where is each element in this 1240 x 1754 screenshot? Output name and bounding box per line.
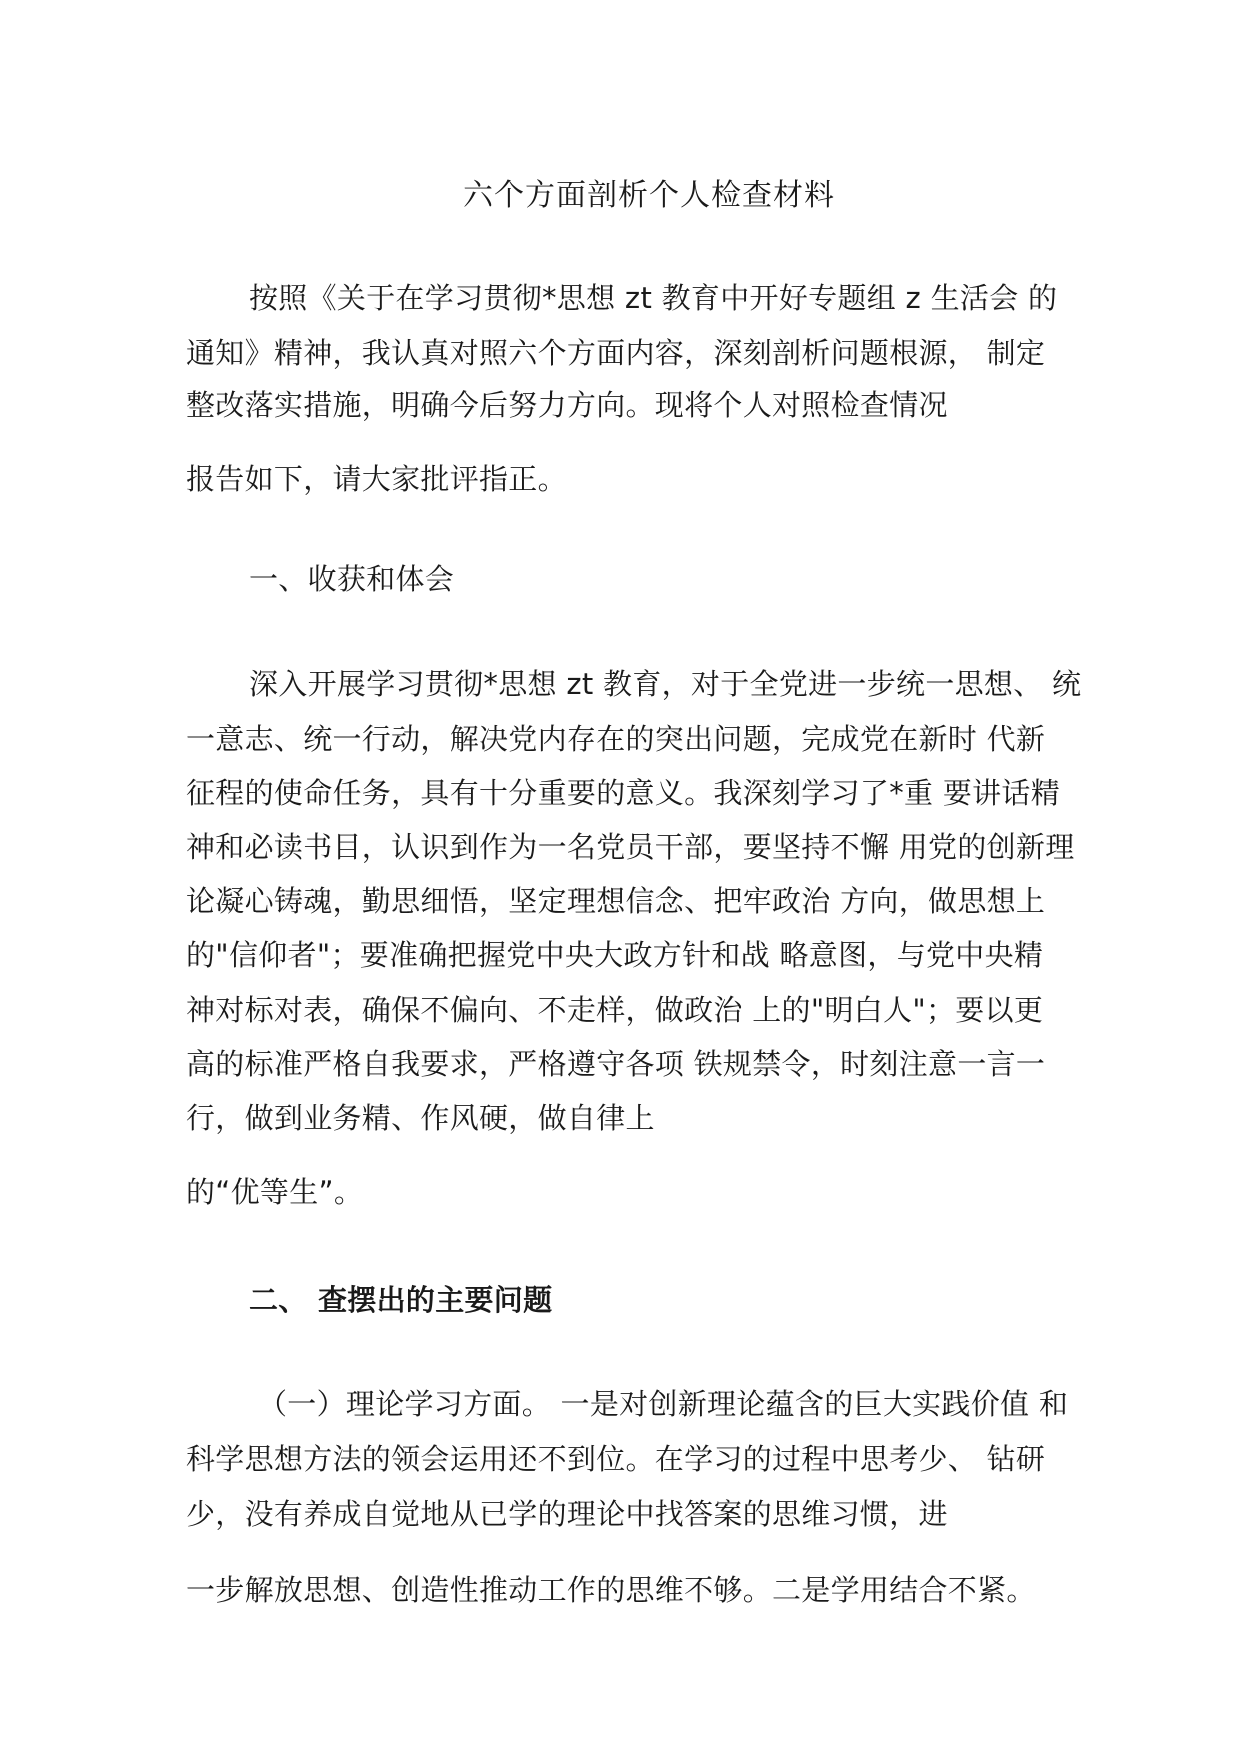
section2-line-4: 一步解放思想、创造性推动工作的思维不够。二是学用结合不紧。	[186, 1573, 1036, 1607]
section1-line-7: 神对标对表，确保不偏向、不走样，做政治 上的"明白人"；要以更	[186, 993, 1044, 1027]
intro-line-1: 按照《关于在学习贯彻*思想 zt 教育中开好专题组 z 生活会 的	[249, 281, 1058, 315]
intro-line-4: 报告如下，请大家批评指正。	[186, 462, 567, 496]
section1-line-8: 高的标准严格自我要求，严格遵守各项 铁规禁令，时刻注意一言一	[186, 1047, 1046, 1081]
section2-line-1: （一）理论学习方面。 一是对创新理论蕴含的巨大实践价值 和	[258, 1387, 1069, 1421]
section1-line-10: 的“优等生”。	[186, 1175, 364, 1209]
section1-line-3: 征程的使命任务，具有十分重要的意义。我深刻学习了*重 要讲话精	[186, 776, 1061, 810]
section-heading-1: 一、收获和体会	[249, 562, 455, 596]
section1-line-9: 行，做到业务精、作风硬，做自律上	[186, 1101, 655, 1135]
document-title: 六个方面剖析个人检查材料	[463, 178, 835, 213]
intro-line-3: 整改落实措施，明确今后努力方向。现将个人对照检查情况	[186, 388, 948, 422]
section-heading-2: 二、 查摆出的主要问题	[249, 1283, 553, 1317]
section1-line-6: 的"信仰者"；要准确把握党中央大政方针和战 略意图，与党中央精	[186, 938, 1044, 972]
section1-line-1: 深入开展学习贯彻*思想 zt 教育，对于全党进一步统一思想、 统	[249, 667, 1082, 701]
section2-line-2: 科学思想方法的领会运用还不到位。在学习的过程中思考少、 钻研	[186, 1442, 1046, 1476]
section1-line-2: 一意志、统一行动，解决党内存在的突出问题，完成党在新时 代新	[186, 722, 1046, 756]
section2-line-3: 少，没有养成自觉地从已学的理论中找答案的思维习惯，进	[186, 1497, 948, 1531]
section1-line-4: 神和必读书目，认识到作为一名党员干部，要坚持不懈 用党的创新理	[186, 830, 1075, 864]
section1-line-5: 论凝心铸魂，勤思细悟，坚定理想信念、把牢政治 方向，做思想上	[186, 884, 1046, 918]
intro-line-2: 通知》精神，我认真对照六个方面内容，深刻剖析问题根源， 制定	[186, 336, 1046, 370]
